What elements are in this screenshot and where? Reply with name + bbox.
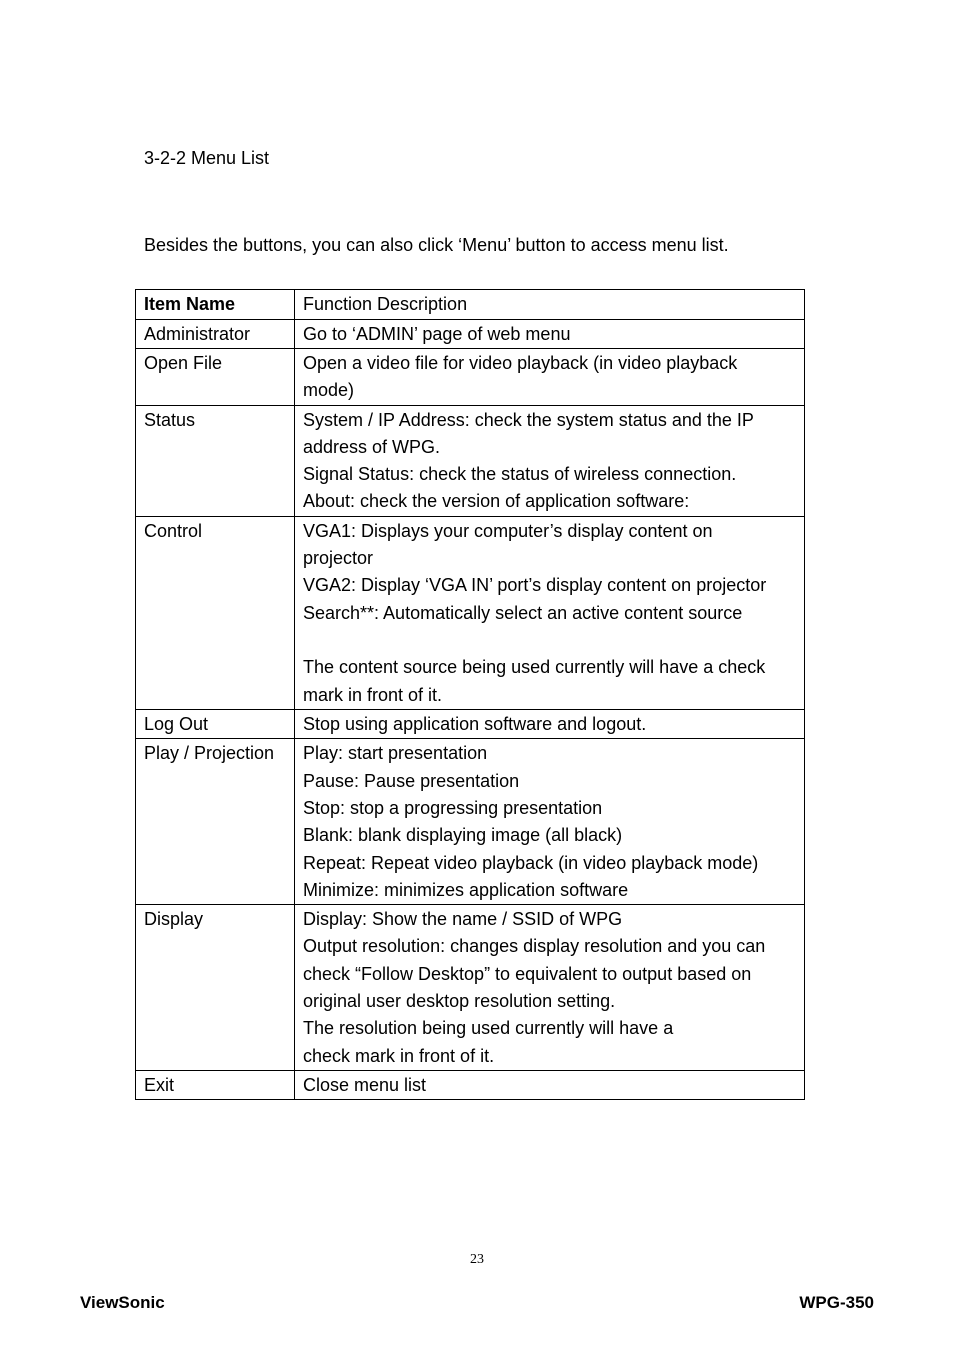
description-line: Blank: blank displaying image (all black) <box>303 825 623 846</box>
item-name-cell: Display <box>136 905 295 1071</box>
description-line: About: check the version of application software: <box>303 491 690 512</box>
description-line: mark in front of it. <box>303 684 443 705</box>
intro-paragraph: Besides the buttons, you can also click ‘Menu’ button to access menu list. <box>144 235 729 255</box>
item-name-cell: Administrator <box>136 319 295 349</box>
table-row <box>136 739 805 905</box>
function-description-cell <box>295 1070 805 1100</box>
table-body <box>136 319 805 1100</box>
table-row <box>136 709 805 739</box>
description-line: VGA1: Displays your computer’s display content on <box>303 520 713 541</box>
menu-list-table <box>135 289 805 1100</box>
description-line: address of WPG. <box>303 436 441 457</box>
description-line: Search**: Automatically select an active content source <box>303 602 743 623</box>
table-row <box>136 516 805 709</box>
description-line: The content source being used currently will have a check <box>303 657 766 678</box>
table-row <box>136 405 805 516</box>
function-description-cell <box>295 516 805 709</box>
description-line: mode) <box>303 380 355 401</box>
table-row <box>136 1070 805 1100</box>
function-description-cell <box>295 905 805 1071</box>
item-name-cell: Play / Projection <box>136 739 295 905</box>
description-line: Minimize: minimizes application software <box>303 879 629 900</box>
description-line: Pause: Pause presentation <box>303 770 520 791</box>
description-line <box>303 627 796 654</box>
footer-model: WPG-350 <box>799 1293 874 1312</box>
header-item-name: Item Name <box>136 290 295 320</box>
item-name-cell: Control <box>136 516 295 709</box>
description-line: check mark in front of it. <box>303 1045 495 1066</box>
header-function-description: Function Description <box>295 290 805 320</box>
item-name-cell: Status <box>136 405 295 516</box>
description-line: Repeat: Repeat video playback (in video playback mode) <box>303 852 759 873</box>
description-line: Display: Show the name / SSID of WPG <box>303 909 623 930</box>
table-row <box>136 349 805 406</box>
description-line: Output resolution: changes display resolution and you can <box>303 936 766 957</box>
description-line: Signal Status: check the status of wireless connection. <box>303 464 737 485</box>
table-row <box>136 905 805 1071</box>
item-name-cell: Exit <box>136 1070 295 1100</box>
description-line: Open a video file for video playback (in video playback <box>303 353 738 373</box>
description-line: System / IP Address: check the system status and the IP <box>303 409 754 430</box>
description-line: Close menu list <box>303 1074 427 1095</box>
table-row <box>136 319 805 349</box>
page-number: 23 <box>470 1252 484 1267</box>
description-line: projector <box>303 548 374 569</box>
footer-brand: ViewSonic <box>80 1293 165 1312</box>
description-line: Stop: stop a progressing presentation <box>303 797 603 818</box>
function-description-cell <box>295 709 805 739</box>
table-header-row <box>136 290 805 320</box>
section-heading: 3-2-2 Menu List <box>144 148 270 168</box>
function-description-cell <box>295 319 805 349</box>
description-line: The resolution being used currently will have a <box>303 1018 674 1039</box>
function-description-cell <box>295 405 805 516</box>
function-description-cell <box>295 739 805 905</box>
item-name-cell: Log Out <box>136 709 295 739</box>
function-description-cell <box>295 349 805 406</box>
description-line: check “Follow Desktop” to equivalent to output based on <box>303 963 752 984</box>
description-line: original user desktop resolution setting. <box>303 991 616 1012</box>
description-line: Play: start presentation <box>303 743 488 764</box>
description-line: Stop using application software and logout. <box>303 713 647 734</box>
description-line: VGA2: Display ‘VGA IN’ port’s display content on projector <box>303 575 767 596</box>
description-line: Go to ‘ADMIN’ page of web menu <box>303 323 571 344</box>
item-name-cell: Open File <box>136 349 295 406</box>
